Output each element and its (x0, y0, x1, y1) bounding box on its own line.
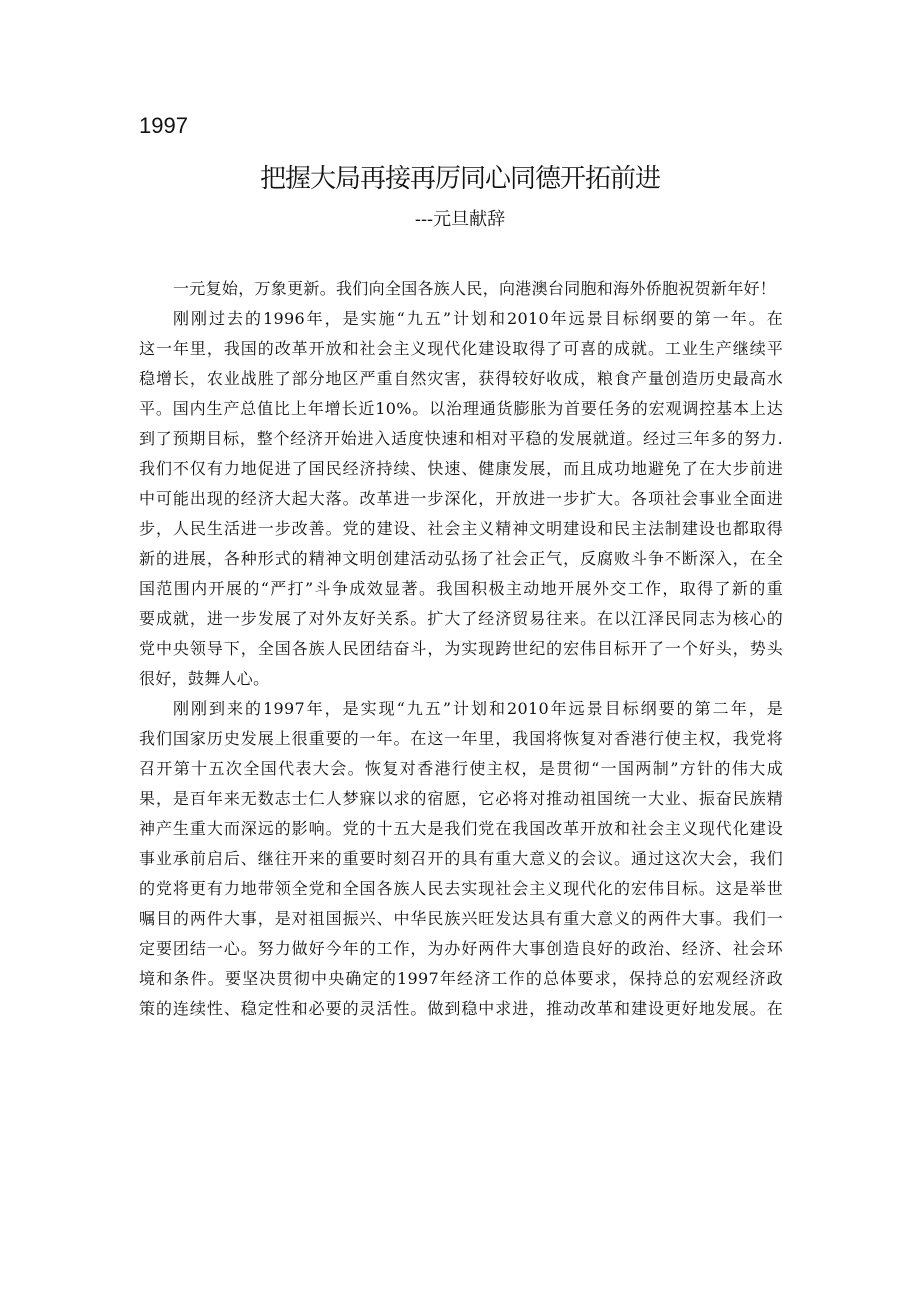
document-subtitle: ---元旦献辞 (414, 209, 506, 230)
paragraph-line: 步，人民生活进一步改善。党的建设、社会主义精神文明建设和民主法制建设也都取得 (139, 519, 783, 538)
paragraph-line: 嘱目的两件大事，是对祖国振兴、中华民族兴旺发达具有重大意义的两件大事。我们一 (139, 909, 783, 928)
document-body (139, 274, 783, 1024)
document-title: 把握大局再接再厉同心同德开拓前进 (259, 164, 660, 194)
paragraph-line: 刚刚过去的1996年，是实施“九五”计划和2010年远景目标纲要的第一年。在 (173, 309, 783, 328)
paragraph-line: 很好，鼓舞人心。 (139, 669, 270, 688)
paragraph-line: 稳增长，农业战胜了部分地区严重自然灾害，获得较好收成，粮食产量创造历史最高水 (139, 369, 783, 388)
paragraph-line: 我们国家历史发展上很重要的一年。在这一年里，我国将恢复对香港行使主权，我党将 (139, 729, 783, 748)
paragraph-line: 召开第十五次全国代表大会。恢复对香港行使主权，是贯彻“一国两制”方针的伟大成 (139, 759, 783, 778)
paragraph-line: 党中央领导下，全国各族人民团结奋斗，为实现跨世纪的宏伟目标开了一个好头，势头 (139, 639, 783, 658)
paragraph-line: 我们不仅有力地促进了国民经济持续、快速、健康发展，而且成功地避免了在大步前进 (139, 459, 783, 478)
paragraph-line: 的党将更有力地带领全党和全国各族人民去实现社会主义现代化的宏伟目标。这是举世 (139, 879, 783, 898)
paragraph-line: 定要团结一心。努力做好今年的工作，为办好两件大事创造良好的政治、经济、社会环 (139, 939, 783, 958)
paragraph-line: 神产生重大而深远的影响。党的十五大是我们党在我国改革开放和社会主义现代化建设 (139, 819, 783, 838)
paragraph-line: 国范围内开展的“严打”斗争成效显著。我国积极主动地开展外交工作，取得了新的重 (139, 579, 783, 598)
paragraph-line: 平。国内生产总值比上年增长近10%。以治理通货膨胀为首要任务的宏观调控基本上达 (139, 399, 783, 418)
document-year: 1997 (139, 113, 188, 138)
paragraph-line: 事业承前启后、继往开来的重要时刻召开的具有重大意义的会议。通过这次大会，我们 (139, 849, 783, 868)
paragraph-line: 中可能出现的经济大起大落。改革进一步深化，开放进一步扩大。各项社会事业全面进 (139, 489, 783, 508)
paragraph-line: 策的连续性、稳定性和必要的灵活性。做到稳中求进，推动改革和建设更好地发展。在 (139, 999, 783, 1018)
paragraph-line: 要成就，进一步发展了对外友好关系。扩大了经济贸易往来。在以江泽民同志为核心的 (139, 609, 783, 628)
paragraph-line: 果，是百年来无数志士仁人梦寐以求的宿愿，它必将对推动祖国统一大业、振奋民族精 (139, 789, 783, 808)
paragraph-line: 新的进展，各种形式的精神文明创建活动弘扬了社会正气，反腐败斗争不断深入，在全 (139, 549, 783, 568)
paragraph-line: 刚刚到来的1997年，是实现“九五”计划和2010年远景目标纲要的第二年，是 (173, 699, 783, 718)
paragraph-line: 一元复始，万象更新。我们向全国各族人民，向港澳台同胞和海外侨胞祝贺新年好！ (173, 279, 777, 298)
paragraph-line: 境和条件。要坚决贯彻中央确定的1997年经济工作的总体要求，保持总的宏观经济政 (139, 969, 783, 988)
paragraph-line: 这一年里，我国的改革开放和社会主义现代化建设取得了可喜的成就。工业生产继续平 (139, 339, 783, 358)
paragraph-line: 到了预期目标，整个经济开始进入适度快速和相对平稳的发展就道。经过三年多的努力. (139, 429, 783, 448)
